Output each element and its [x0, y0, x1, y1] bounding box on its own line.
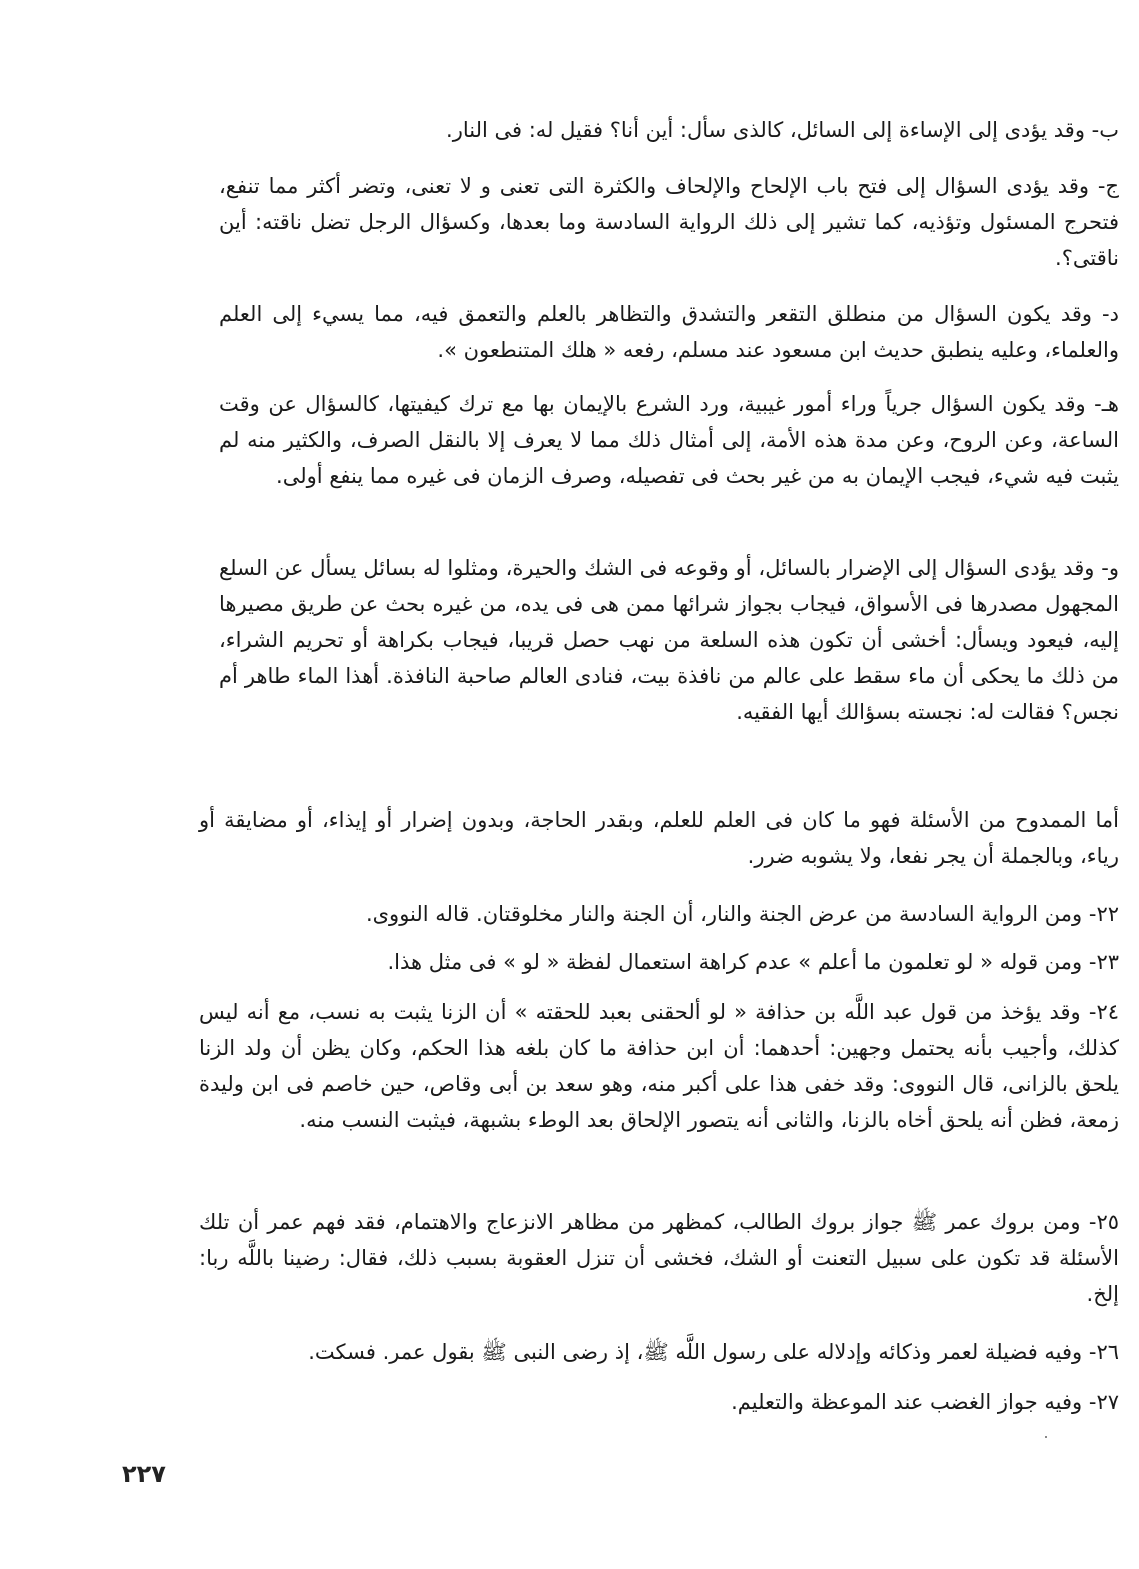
item-25: ٢٥- ومن بروك عمر ﷺ جواز بروك الطالب، كمظهر من مظاهر الانزعاج والاهتمام، فقد فهم عمر أن تلك الأسئلة قد تكون على سبيل التعنت أو الشك، فخشى أن تنزل العقوبة بسبب ذلك، فقال: رضينا باللَّه ربا: إلخ. — [199, 1210, 1119, 1306]
item-24: ٢٤- وقد يؤخذ من قول عبد اللَّه بن حذافة « لو ألحقنى بعبد للحقته » أن الزنا يثبت به نسب، مع أنه ليس كذلك، وأجيب بأنه يحتمل وجهين: أحدهما: أن ابن حذافة ما كان بلغه هذا الحكم، وكان يظن أن ولد الزنا يلحق بالزانى، قال النووى: وقد خفى هذا على أكبر منه، وهو سعد بن أبى وقاص، حين خاصم فى ابن وليدة زمعة، فظن أنه يلحق أخاه بالزنا، والثانى أنه يتصور الإلحاق بعد الوطء بشبهة، فيثبت النسب منه. — [199, 1000, 1119, 1132]
item-26: ٢٦- وفيه فضيلة لعمر وذكائه وإدلاله على رسول اللَّه ﷺ، إذ رضى النبى ﷺ بقول عمر. فسكت. — [308, 1340, 1119, 1364]
item-22: ٢٢- ومن الرواية السادسة من عرض الجنة والنار، أن الجنة والنار مخلوقتان. قاله النووى. — [365, 902, 1119, 926]
item-27: ٢٧- وفيه جواز الغضب عند الموعظة والتعليم. — [731, 1390, 1119, 1414]
page-number: ٢٢٧ — [122, 1460, 166, 1488]
item-23: ٢٣- ومن قوله « لو تعلمون ما أعلم » عدم كراهة استعمال لفظة « لو » فى مثل هذا. — [387, 950, 1119, 974]
paragraph-amma: أما الممدوح من الأسئلة فهو ما كان فى العلم للعلم، وبقدر الحاجة، وبدون إضرار أو إيذاء، أو مضايقة أو رياء، وبالجملة أن يجر نفعا، ولا يشوبه ضرر. — [199, 808, 1119, 868]
paragraph-d: د- وقد يكون السؤال من منطلق التقعر والتشدق والتظاهر بالعلم والتعمق فيه، مما يسيء إلى العلم والعلماء، وعليه ينطبق حديث ابن مسعود عند مسلم، رفعه « هلك المتنطعون ». — [219, 302, 1119, 362]
paragraph-j: ج- وقد يؤدى السؤال إلى فتح باب الإلحاح والإلحاف والكثرة التى تعنى و لا تعنى، وتضر أكثر مما تنفع، فتحرج المسئول وتؤذيه، كما تشير إلى ذلك الرواية السادسة وما بعدها، وكسؤال الرجل تضل ناقته: أين ناقتى؟. — [219, 174, 1119, 270]
paragraph-h: هـ- وقد يكون السؤال جرياً وراء أمور غيبية، ورد الشرع بالإيمان بها مع ترك كيفيتها، كالسؤال عن وقت الساعة، وعن الروح، وعن مدة هذه الأمة، إلى أمثال ذلك مما لا يعرف إلا بالنقل الصرف، والكثير منه لم يثبت فيه شيء، فيجب الإيمان به من غير بحث فى تفصيله، وصرف الزمان فى غيره مما ينفع أولى. — [219, 392, 1119, 488]
scan-dot — [1045, 1436, 1047, 1438]
paragraph-w: و- وقد يؤدى السؤال إلى الإضرار بالسائل، أو وقوعه فى الشك والحيرة، ومثلوا له بسائل يسأل عن السلع المجهول مصدرها فى الأسواق، فيجاب بجواز شرائها ممن هى فى يده، من غيره بحث عن طريق مصيرها إليه، فيعود ويسأل: أخشى أن تكون هذه السلعة من نهب حصل قريبا، فيجاب بكراهة أو تحريم الشراء، من ذلك ما يحكى أن ماء سقط على عالم من نافذة بيت، فنادى العالم صاحبة النافذة. أهذا الماء طاهر أم نجس؟ فقالت له: نجسته بسؤالك أيها الفقيه. — [219, 556, 1119, 724]
paragraph-b: ب- وقد يؤدى إلى الإساءة إلى السائل، كالذى سأل: أين أنا؟ فقيل له: فى النار. — [446, 118, 1119, 142]
